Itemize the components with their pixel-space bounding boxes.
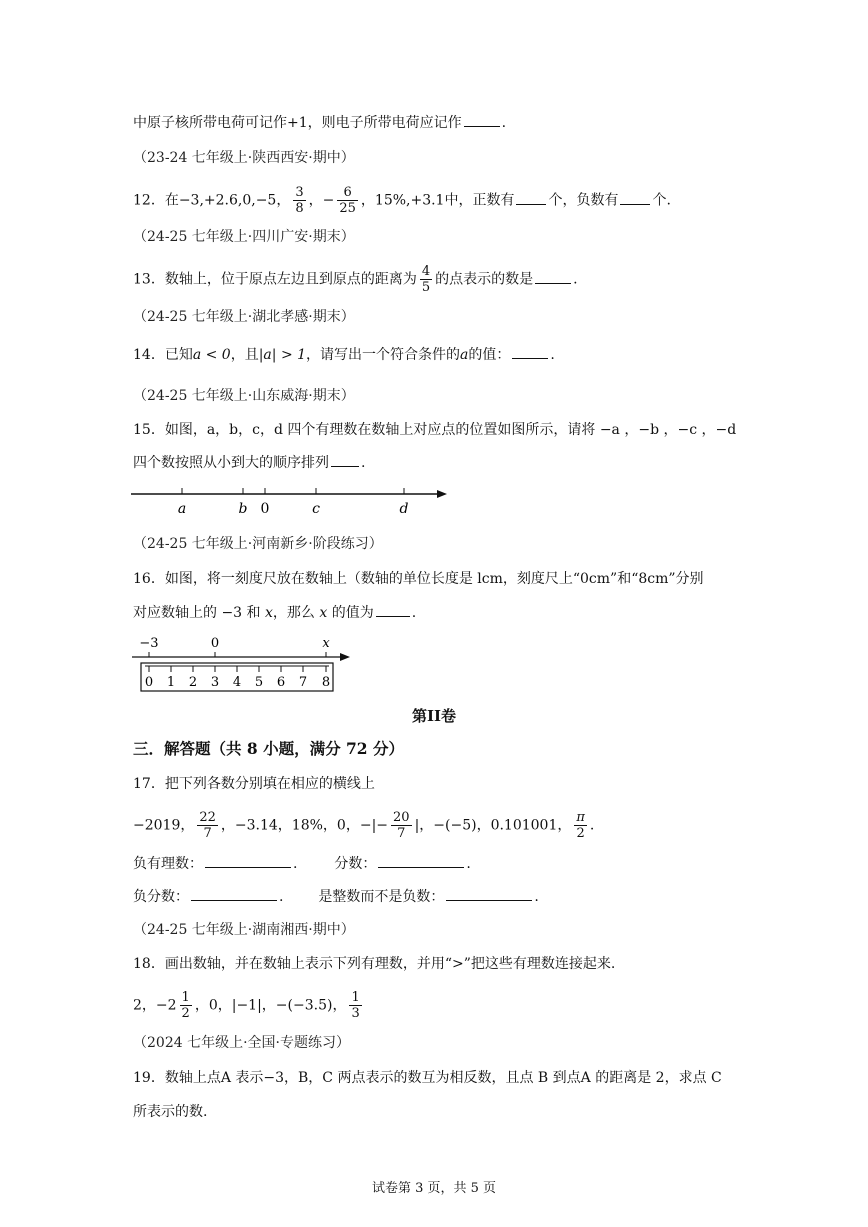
q15-line2	[133, 452, 838, 474]
q11-tail-text: 中原子核所带电荷可记作+1，则电子所带电荷应记作	[133, 115, 462, 131]
q14-stem	[133, 344, 838, 366]
fraction-22-7	[197, 810, 218, 841]
fraction-numerator: 3	[295, 185, 304, 200]
q13-end: .	[573, 271, 578, 288]
q17-numbers	[133, 810, 838, 841]
fraction-numerator: 6	[337, 185, 358, 201]
answer-blank	[378, 853, 464, 868]
q15-line2-text: 四个数按照从小到大的顺序排列	[133, 455, 329, 471]
ruler-label: 1	[166, 675, 176, 690]
q11-tail: 中原子核所带电荷可记作+1，则电子所带电荷应记作 .	[133, 112, 838, 134]
q14-suffix: 的值：	[468, 347, 511, 363]
ruler-label: 3	[210, 675, 220, 690]
mixed-fraction-part	[180, 990, 192, 1021]
q17-n2: ，−3.14，18%，0，−|−	[220, 817, 389, 834]
q18-n2: ，0，|−1|，−(−3.5)，	[194, 997, 347, 1014]
label-a: a	[177, 501, 187, 517]
fraction-numerator: 1	[351, 990, 360, 1005]
fraction-denominator: 25	[339, 201, 356, 216]
q19-line2: 所表示的数.	[133, 1104, 208, 1120]
q16-source: （24-25 七年级上·河南新乡·阶段练习）	[133, 536, 383, 552]
q14-mid2: ，请写出一个符合条件的	[306, 347, 461, 363]
fraction-20-7	[391, 810, 412, 841]
ruler-label: 6	[276, 675, 286, 690]
fraction-numerator: 20	[393, 810, 410, 825]
q14-variable: a	[460, 347, 469, 363]
label-neg3: −3	[139, 636, 159, 651]
minus-sign: −	[322, 192, 335, 209]
q16-end: .	[411, 605, 417, 621]
fraction-4-5	[420, 264, 432, 295]
q17-source: （24-25 七年级上·湖南湘西·期中）	[133, 922, 355, 938]
axis-arrow	[437, 490, 447, 498]
q12-prefix: 12．在−3,+2.6,0,−5，	[133, 192, 291, 209]
q14-source: （24-25 七年级上·湖北孝感·期末）	[133, 309, 355, 325]
fraction-denominator: 8	[295, 201, 304, 216]
q16-ruler-diagram	[128, 632, 358, 694]
answer-blank	[620, 190, 650, 205]
q12-mid2: 个，负数有	[548, 192, 619, 209]
q18-n1: 2，−2	[133, 997, 177, 1014]
ruler-label: 4	[232, 675, 242, 690]
q15-line1: 15．如图，a，b，c，d 四个有理数在数轴上对应点的位置如图所示，请将 −a ，−b ，−c ，−d	[133, 422, 737, 438]
q18-stem: 18．画出数轴，并在数轴上表示下列有理数，并用“>”把这些有理数连接起来.	[133, 956, 616, 972]
label-c: c	[312, 501, 320, 517]
q13-prefix: 13．数轴上，位于原点左边且到原点的距离为	[133, 271, 417, 288]
fraction-3-8	[293, 185, 305, 216]
label-0: 0	[210, 636, 220, 651]
q17-n3: |，−(−5)，0.101001，	[414, 817, 572, 834]
axis-arrow	[340, 653, 350, 661]
ruler-label: 8	[321, 675, 331, 690]
q12-source: （23-24 七年级上·陕西西安·期中）	[133, 150, 355, 166]
fraction-numerator: 4	[421, 264, 431, 279]
fraction-6-25	[337, 185, 358, 216]
q17-categories-row2: 负分数： . 是整数而不是负数： .	[133, 886, 838, 908]
q14-mid: ，且	[230, 347, 259, 363]
fraction-denominator: 2	[576, 826, 585, 841]
answer-blank	[446, 886, 532, 901]
answer-blank	[331, 452, 359, 467]
fraction-denominator: 7	[203, 826, 212, 841]
ruler-label: 7	[298, 675, 308, 690]
q16-variable: x	[265, 605, 273, 621]
q13-stem	[133, 264, 838, 295]
fraction-denominator: 7	[397, 826, 406, 841]
answer-blank	[512, 344, 548, 359]
q16-line2-suffix: ，那么	[272, 605, 315, 621]
q16-line2-suffix2: 的值为	[331, 605, 374, 621]
q13-suffix: 的点表示的数是	[435, 271, 534, 288]
q19-line1: 19．数轴上点A 表示−3，B，C 两点表示的数互为相反数，且点 B 到点A 的距离是 2，求点 C	[133, 1070, 722, 1086]
category-negative-fraction: 负分数：	[133, 889, 189, 905]
answer-blank	[516, 190, 546, 205]
q14-end: .	[550, 347, 555, 363]
fraction-denominator: 3	[351, 1006, 360, 1021]
answer-blank	[464, 112, 500, 127]
q15-source: （24-25 七年级上·山东威海·期末）	[133, 388, 355, 404]
fraction-numerator: π	[576, 810, 585, 825]
fraction-denominator: 2	[181, 1006, 190, 1021]
q18-numbers	[133, 990, 838, 1021]
q15-number-line	[125, 482, 455, 518]
category-non-negative-integer: 是整数而不是负数：	[318, 889, 445, 905]
q17-n1: −2019，	[133, 817, 195, 834]
label-x: x	[322, 636, 330, 651]
ruler-label: 0	[144, 675, 154, 690]
answer-blank	[535, 269, 571, 284]
ruler-ticks	[149, 666, 326, 672]
fraction-denominator: 5	[421, 280, 431, 295]
category-fraction: 分数：	[334, 856, 377, 872]
q14-prefix: 14．已知	[133, 347, 193, 363]
q17-categories-row1: 负有理数： . 分数： .	[133, 853, 838, 875]
fraction-numerator: 1	[181, 990, 190, 1005]
ruler-label: 2	[188, 675, 198, 690]
label-b: b	[238, 501, 248, 517]
q16-line1: 16．如图，将一刻度尺放在数轴上（数轴的单位长度是 lcm，刻度尺上“0cm”和“8cm”分别	[133, 571, 704, 587]
answer-blank	[205, 853, 291, 868]
q14-condition-1: a < 0	[192, 347, 231, 363]
q12-stem: 12．在−3,+2.6,0,−5， $\frac{3}{8}$ ，− $\frac{6}{25}$ ，15%,+3.1中，正数有 个，负数有 个.	[133, 185, 671, 216]
fraction-pi-2	[574, 810, 587, 841]
part2-title: 第II卷	[411, 707, 457, 725]
q18-source: （2024 七年级上·全国·专题练习）	[133, 1035, 350, 1051]
ruler-label: 5	[254, 675, 264, 690]
q16-line2-prefix: 对应数轴上的 −3 和	[133, 605, 261, 621]
fraction-1-3	[349, 990, 361, 1021]
q14-condition-2: |a| > 1	[258, 347, 307, 363]
q15-end: .	[361, 455, 366, 471]
fraction-numerator: 22	[199, 810, 216, 825]
q13-source: （24-25 七年级上·四川广安·期末）	[133, 229, 355, 245]
label-d: d	[399, 501, 409, 517]
answer-blank	[191, 886, 277, 901]
q16-variable: x	[319, 605, 328, 621]
q16-line2	[133, 602, 838, 624]
q12-end: 个.	[652, 192, 671, 209]
q17-n4: .	[589, 817, 595, 834]
section3-heading: 三．解答题（共 8 小题，满分 72 分）	[133, 739, 404, 758]
q17-stem: 17．把下列各数分别填在相应的横线上	[133, 776, 375, 792]
page-footer: 试卷第 3 页，共 5 页	[371, 1181, 497, 1196]
label-0: 0	[260, 501, 270, 517]
answer-blank	[376, 602, 410, 617]
category-negative-rational: 负有理数：	[133, 856, 203, 872]
q12-middle: ，15%,+3.1中，正数有	[360, 192, 515, 209]
